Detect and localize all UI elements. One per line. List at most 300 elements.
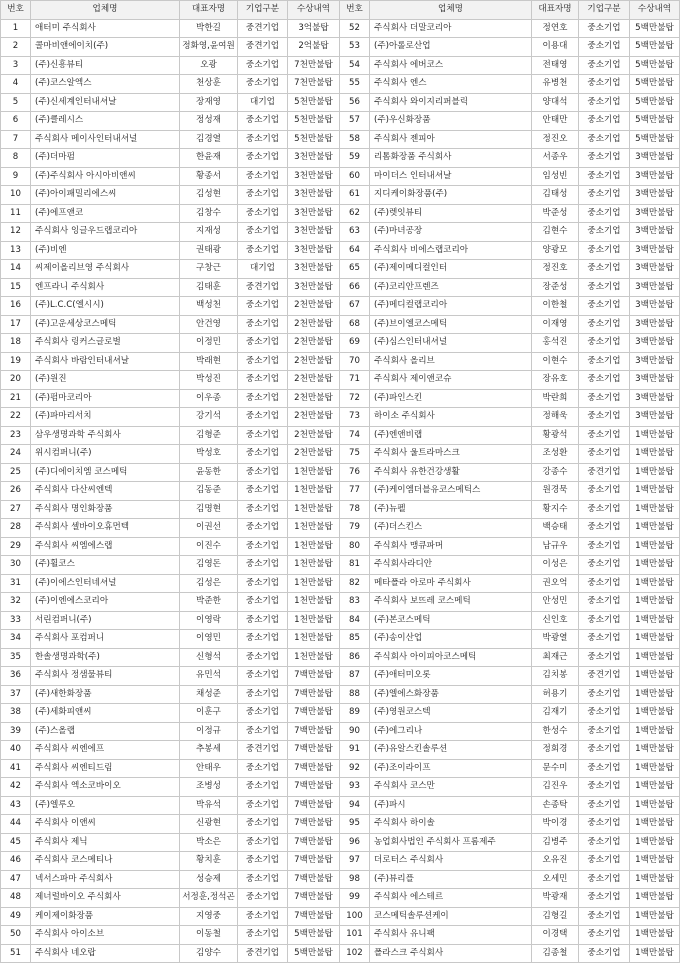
cell-award-2: 1백만불탑 bbox=[630, 685, 680, 704]
cell-number: 12 bbox=[1, 223, 31, 242]
cell-type-2: 중소기업 bbox=[579, 334, 630, 353]
table-row bbox=[1, 537, 680, 556]
cell-number: 45 bbox=[1, 833, 31, 852]
cell-number-2: 102 bbox=[340, 944, 370, 963]
cell-ceo: 백성천 bbox=[180, 297, 238, 316]
cell-ceo-2: 이성은 bbox=[532, 556, 579, 575]
cell-number-2: 57 bbox=[340, 112, 370, 131]
cell-company: (주)디에이치엠 코스메틱 bbox=[31, 463, 180, 482]
cell-type: 중소기업 bbox=[238, 112, 288, 131]
cell-type: 중소기업 bbox=[238, 75, 288, 94]
cell-number-2: 89 bbox=[340, 704, 370, 723]
cell-award: 7백만불탑 bbox=[288, 722, 340, 741]
cell-ceo-2: 이용대 bbox=[532, 38, 579, 57]
cell-type: 중견기업 bbox=[238, 38, 288, 57]
cell-ceo: 신형석 bbox=[180, 648, 238, 667]
cell-type-2: 중소기업 bbox=[579, 389, 630, 408]
cell-company-2: 주식회사 더말코리아 bbox=[370, 19, 532, 38]
cell-type: 중소기업 bbox=[238, 297, 288, 316]
cell-number-2: 77 bbox=[340, 482, 370, 501]
cell-type: 중소기업 bbox=[238, 389, 288, 408]
cell-ceo-2: 정회경 bbox=[532, 741, 579, 760]
cell-award-2: 1백만불탑 bbox=[630, 741, 680, 760]
cell-award-2: 1백만불탑 bbox=[630, 482, 680, 501]
header-row bbox=[1, 1, 680, 20]
cell-ceo: 조병성 bbox=[180, 778, 238, 797]
table-row bbox=[1, 556, 680, 575]
cell-type-2: 중소기업 bbox=[579, 352, 630, 371]
cell-ceo: 박소은 bbox=[180, 833, 238, 852]
cell-company: (주)이에스인터네셔널 bbox=[31, 574, 180, 593]
cell-company: (주)신흥뷰티 bbox=[31, 56, 180, 75]
cell-ceo-2: 김진우 bbox=[532, 778, 579, 797]
cell-award: 3천만불탑 bbox=[288, 149, 340, 168]
cell-ceo: 이정민 bbox=[180, 334, 238, 353]
cell-award-2: 1백만불탑 bbox=[630, 519, 680, 538]
cell-ceo: 구창근 bbox=[180, 260, 238, 279]
cell-award-2: 5백만불탑 bbox=[630, 130, 680, 149]
cell-ceo: 김성현 bbox=[180, 186, 238, 205]
cell-award-2: 5백만불탑 bbox=[630, 112, 680, 131]
cell-number: 24 bbox=[1, 445, 31, 464]
cell-ceo: 권태광 bbox=[180, 241, 238, 260]
cell-award: 2천만불탑 bbox=[288, 445, 340, 464]
cell-award-2: 1백만불탑 bbox=[630, 815, 680, 834]
table-row bbox=[1, 704, 680, 723]
cell-company: (주)코스알엑스 bbox=[31, 75, 180, 94]
cell-company: 씨제이올리브영 주식회사 bbox=[31, 260, 180, 279]
cell-number: 49 bbox=[1, 907, 31, 926]
cell-number-2: 95 bbox=[340, 815, 370, 834]
table-row bbox=[1, 482, 680, 501]
cell-company-2: 메타폴라 아로마 주식회사 bbox=[370, 574, 532, 593]
cell-number: 38 bbox=[1, 704, 31, 723]
cell-number-2: 94 bbox=[340, 796, 370, 815]
cell-company: 콜마비앤에이치(주) bbox=[31, 38, 180, 57]
cell-company: 위시컴퍼니(주) bbox=[31, 445, 180, 464]
cell-ceo: 안건영 bbox=[180, 315, 238, 334]
cell-award: 5천만불탑 bbox=[288, 112, 340, 131]
cell-number-2: 58 bbox=[340, 130, 370, 149]
table-row bbox=[1, 611, 680, 630]
cell-award-2: 3백만불탑 bbox=[630, 352, 680, 371]
header-ceo: 대표자명 bbox=[180, 1, 238, 20]
cell-award: 5백만불탑 bbox=[288, 944, 340, 963]
cell-ceo: 이동철 bbox=[180, 926, 238, 945]
cell-type: 중소기업 bbox=[238, 241, 288, 260]
cell-award: 5백만불탑 bbox=[288, 926, 340, 945]
cell-type: 중소기업 bbox=[238, 130, 288, 149]
cell-award: 7백만불탑 bbox=[288, 704, 340, 723]
cell-number: 27 bbox=[1, 500, 31, 519]
cell-number: 39 bbox=[1, 722, 31, 741]
table-row bbox=[1, 19, 680, 38]
cell-number-2: 64 bbox=[340, 241, 370, 260]
cell-type-2: 중소기업 bbox=[579, 926, 630, 945]
table-row bbox=[1, 630, 680, 649]
table-row bbox=[1, 204, 680, 223]
cell-award: 7백만불탑 bbox=[288, 833, 340, 852]
cell-number: 23 bbox=[1, 426, 31, 445]
cell-number: 21 bbox=[1, 389, 31, 408]
cell-award: 7천만불탑 bbox=[288, 56, 340, 75]
cell-number-2: 80 bbox=[340, 537, 370, 556]
cell-type-2: 중소기업 bbox=[579, 722, 630, 741]
cell-number: 41 bbox=[1, 759, 31, 778]
cell-ceo: 박준한 bbox=[180, 593, 238, 612]
cell-number-2: 70 bbox=[340, 352, 370, 371]
cell-company-2: (주)케이엠더블유코스메틱스 bbox=[370, 482, 532, 501]
cell-award: 2천만불탑 bbox=[288, 408, 340, 427]
cell-type: 중소기업 bbox=[238, 500, 288, 519]
cell-ceo: 김성은 bbox=[180, 574, 238, 593]
cell-award-2: 3백만불탑 bbox=[630, 223, 680, 242]
cell-ceo-2: 이한철 bbox=[532, 297, 579, 316]
cell-company-2: 주식회사 보뜨레 코스메틱 bbox=[370, 593, 532, 612]
cell-company-2: (주)제이메디컬인터 bbox=[370, 260, 532, 279]
cell-number-2: 81 bbox=[340, 556, 370, 575]
cell-ceo: 윤동한 bbox=[180, 463, 238, 482]
cell-award-2: 3백만불탑 bbox=[630, 241, 680, 260]
cell-ceo: 정화영,윤여원 bbox=[180, 38, 238, 57]
cell-ceo: 지재성 bbox=[180, 223, 238, 242]
cell-type: 중소기업 bbox=[238, 186, 288, 205]
cell-award-2: 1백만불탑 bbox=[630, 426, 680, 445]
cell-ceo: 장재영 bbox=[180, 93, 238, 112]
cell-type-2: 중소기업 bbox=[579, 741, 630, 760]
table-row bbox=[1, 667, 680, 686]
cell-award-2: 5백만불탑 bbox=[630, 19, 680, 38]
header-number-2: 번호 bbox=[340, 1, 370, 20]
cell-company-2: (주)송이산업 bbox=[370, 630, 532, 649]
cell-number-2: 75 bbox=[340, 445, 370, 464]
cell-type: 중소기업 bbox=[238, 56, 288, 75]
cell-number-2: 74 bbox=[340, 426, 370, 445]
cell-award: 2천만불탑 bbox=[288, 315, 340, 334]
cell-award-2: 1백만불탑 bbox=[630, 944, 680, 963]
cell-company-2: (주)파인스킨 bbox=[370, 389, 532, 408]
cell-type: 중소기업 bbox=[238, 630, 288, 649]
cell-company: (주)이엔에스코리아 bbox=[31, 593, 180, 612]
cell-ceo-2: 장준성 bbox=[532, 278, 579, 297]
cell-ceo-2: 김태성 bbox=[532, 186, 579, 205]
cell-number-2: 96 bbox=[340, 833, 370, 852]
cell-company-2: 주식회사 와이지리퍼블릭 bbox=[370, 93, 532, 112]
table-row bbox=[1, 371, 680, 390]
cell-ceo-2: 이경택 bbox=[532, 926, 579, 945]
cell-type-2: 중소기업 bbox=[579, 241, 630, 260]
cell-number-2: 85 bbox=[340, 630, 370, 649]
cell-award-2: 3백만불탑 bbox=[630, 260, 680, 279]
cell-number: 36 bbox=[1, 667, 31, 686]
cell-type-2: 중소기업 bbox=[579, 149, 630, 168]
cell-ceo: 김형준 bbox=[180, 426, 238, 445]
cell-number: 20 bbox=[1, 371, 31, 390]
cell-type-2: 중소기업 bbox=[579, 537, 630, 556]
cell-type-2: 중소기업 bbox=[579, 870, 630, 889]
cell-number: 25 bbox=[1, 463, 31, 482]
cell-award-2: 1백만불탑 bbox=[630, 907, 680, 926]
cell-company-2: 폴라스크 주식회사 bbox=[370, 944, 532, 963]
cell-number: 8 bbox=[1, 149, 31, 168]
cell-award: 7백만불탑 bbox=[288, 870, 340, 889]
cell-number: 15 bbox=[1, 278, 31, 297]
cell-company-2: (주)아롤로산업 bbox=[370, 38, 532, 57]
cell-number: 3 bbox=[1, 56, 31, 75]
table-row bbox=[1, 778, 680, 797]
cell-company-2: (주)본코스메틱 bbox=[370, 611, 532, 630]
cell-award: 1천만불탑 bbox=[288, 648, 340, 667]
cell-award: 3천만불탑 bbox=[288, 223, 340, 242]
cell-company: 주식회사 잉글우드랩코리아 bbox=[31, 223, 180, 242]
cell-type-2: 중소기업 bbox=[579, 833, 630, 852]
cell-award: 1천만불탑 bbox=[288, 463, 340, 482]
cell-award-2: 5백만불탑 bbox=[630, 38, 680, 57]
cell-number-2: 97 bbox=[340, 852, 370, 871]
table-row bbox=[1, 815, 680, 834]
cell-number: 5 bbox=[1, 93, 31, 112]
table-row bbox=[1, 500, 680, 519]
cell-type-2: 중소기업 bbox=[579, 944, 630, 963]
cell-company-2: 주식회사 젠피아 bbox=[370, 130, 532, 149]
cell-award-2: 1백만불탑 bbox=[630, 630, 680, 649]
cell-type-2: 중소기업 bbox=[579, 38, 630, 57]
table-row bbox=[1, 260, 680, 279]
cell-award: 3천만불탑 bbox=[288, 241, 340, 260]
cell-company-2: 하이소 주식회사 bbox=[370, 408, 532, 427]
cell-number: 42 bbox=[1, 778, 31, 797]
cell-number: 1 bbox=[1, 19, 31, 38]
cell-number: 35 bbox=[1, 648, 31, 667]
cell-award-2: 1백만불탑 bbox=[630, 593, 680, 612]
cell-award-2: 3백만불탑 bbox=[630, 334, 680, 353]
cell-type-2: 중소기업 bbox=[579, 371, 630, 390]
cell-type-2: 중소기업 bbox=[579, 93, 630, 112]
table-row bbox=[1, 722, 680, 741]
cell-company-2: 더로터스 주식회사 bbox=[370, 852, 532, 871]
table-row bbox=[1, 38, 680, 57]
cell-type-2: 중소기업 bbox=[579, 889, 630, 908]
cell-type-2: 중소기업 bbox=[579, 482, 630, 501]
cell-type-2: 중소기업 bbox=[579, 519, 630, 538]
cell-award: 1천만불탑 bbox=[288, 500, 340, 519]
cell-company: 주식회사 이앤씨 bbox=[31, 815, 180, 834]
cell-type-2: 중소기업 bbox=[579, 315, 630, 334]
cell-type-2: 중소기업 bbox=[579, 186, 630, 205]
cell-ceo-2: 김재기 bbox=[532, 704, 579, 723]
cell-type: 중소기업 bbox=[238, 537, 288, 556]
cell-number-2: 76 bbox=[340, 463, 370, 482]
cell-type-2: 중소기업 bbox=[579, 778, 630, 797]
cell-type: 중소기업 bbox=[238, 778, 288, 797]
cell-award: 1천만불탑 bbox=[288, 556, 340, 575]
cell-number: 6 bbox=[1, 112, 31, 131]
cell-company-2: (주)엘에스화장품 bbox=[370, 685, 532, 704]
cell-number: 7 bbox=[1, 130, 31, 149]
cell-type: 중소기업 bbox=[238, 815, 288, 834]
cell-award: 7백만불탑 bbox=[288, 667, 340, 686]
cell-number-2: 67 bbox=[340, 297, 370, 316]
cell-award-2: 5백만불탑 bbox=[630, 93, 680, 112]
cell-award: 5천만불탑 bbox=[288, 130, 340, 149]
cell-award-2: 3백만불탑 bbox=[630, 186, 680, 205]
cell-award-2: 3백만불탑 bbox=[630, 408, 680, 427]
table-row bbox=[1, 334, 680, 353]
cell-ceo-2: 박란희 bbox=[532, 389, 579, 408]
cell-ceo-2: 박광열 bbox=[532, 630, 579, 649]
cell-company-2: 주식회사 엔스 bbox=[370, 75, 532, 94]
cell-company: 주식회사 바람인터내셔날 bbox=[31, 352, 180, 371]
cell-ceo: 추봉세 bbox=[180, 741, 238, 760]
cell-type-2: 중소기업 bbox=[579, 593, 630, 612]
cell-award: 3천만불탑 bbox=[288, 186, 340, 205]
cell-ceo-2: 양광모 bbox=[532, 241, 579, 260]
cell-ceo-2: 박이경 bbox=[532, 815, 579, 834]
cell-company: 주식회사 코스메티나 bbox=[31, 852, 180, 871]
cell-ceo-2: 김종철 bbox=[532, 944, 579, 963]
table-row bbox=[1, 574, 680, 593]
table-row bbox=[1, 56, 680, 75]
cell-ceo-2: 정해욱 bbox=[532, 408, 579, 427]
cell-number: 51 bbox=[1, 944, 31, 963]
cell-company: 주식회사 엑소코바이오 bbox=[31, 778, 180, 797]
cell-award: 2천만불탑 bbox=[288, 371, 340, 390]
cell-number: 28 bbox=[1, 519, 31, 538]
cell-type-2: 중소기업 bbox=[579, 167, 630, 186]
cell-ceo-2: 장유호 bbox=[532, 371, 579, 390]
cell-number-2: 100 bbox=[340, 907, 370, 926]
cell-award: 7백만불탑 bbox=[288, 741, 340, 760]
cell-award: 3천만불탑 bbox=[288, 260, 340, 279]
cell-ceo: 이영민 bbox=[180, 630, 238, 649]
cell-number: 32 bbox=[1, 593, 31, 612]
table-row bbox=[1, 463, 680, 482]
table-row bbox=[1, 759, 680, 778]
cell-ceo-2: 양대석 bbox=[532, 93, 579, 112]
cell-type-2: 중소기업 bbox=[579, 204, 630, 223]
cell-company: 주식회사 씨엔티드림 bbox=[31, 759, 180, 778]
cell-ceo: 박성호 bbox=[180, 445, 238, 464]
cell-type: 중소기업 bbox=[238, 482, 288, 501]
cell-award-2: 1백만불탑 bbox=[630, 852, 680, 871]
cell-type-2: 중소기업 bbox=[579, 907, 630, 926]
cell-company: (주)고운세상코스메틱 bbox=[31, 315, 180, 334]
cell-ceo-2: 정진호 bbox=[532, 260, 579, 279]
cell-award-2: 1백만불탑 bbox=[630, 556, 680, 575]
cell-award: 2천만불탑 bbox=[288, 334, 340, 353]
cell-company: 주식회사 명인화장품 bbox=[31, 500, 180, 519]
cell-ceo-2: 전태영 bbox=[532, 56, 579, 75]
table-row bbox=[1, 944, 680, 963]
cell-ceo: 박래현 bbox=[180, 352, 238, 371]
table-row bbox=[1, 445, 680, 464]
cell-number-2: 73 bbox=[340, 408, 370, 427]
cell-type-2: 중소기업 bbox=[579, 796, 630, 815]
cell-company-2: (주)뷰리플 bbox=[370, 870, 532, 889]
cell-type-2: 중소기업 bbox=[579, 815, 630, 834]
cell-ceo-2: 남규우 bbox=[532, 537, 579, 556]
cell-type: 중소기업 bbox=[238, 463, 288, 482]
cell-ceo: 정성재 bbox=[180, 112, 238, 131]
cell-company-2: (주)조이라이프 bbox=[370, 759, 532, 778]
cell-type-2: 중소기업 bbox=[579, 112, 630, 131]
cell-number-2: 84 bbox=[340, 611, 370, 630]
cell-award-2: 3백만불탑 bbox=[630, 371, 680, 390]
cell-ceo-2: 오유진 bbox=[532, 852, 579, 871]
cell-type: 중소기업 bbox=[238, 722, 288, 741]
table-row bbox=[1, 75, 680, 94]
cell-company: 주식회사 포컴퍼니 bbox=[31, 630, 180, 649]
table-row bbox=[1, 870, 680, 889]
cell-number-2: 83 bbox=[340, 593, 370, 612]
cell-award-2: 1백만불탑 bbox=[630, 796, 680, 815]
cell-award: 2천만불탑 bbox=[288, 352, 340, 371]
cell-award: 1천만불탑 bbox=[288, 630, 340, 649]
cell-award: 1천만불탑 bbox=[288, 482, 340, 501]
cell-company: (주)클레시스 bbox=[31, 112, 180, 131]
cell-type-2: 중소기업 bbox=[579, 704, 630, 723]
cell-award: 5천만불탑 bbox=[288, 93, 340, 112]
cell-company-2: 마이더스 인터내셔날 bbox=[370, 167, 532, 186]
cell-type: 중소기업 bbox=[238, 334, 288, 353]
cell-company: 넥서스파마 주식회사 bbox=[31, 870, 180, 889]
cell-number: 44 bbox=[1, 815, 31, 834]
cell-ceo: 김창수 bbox=[180, 204, 238, 223]
cell-award: 7백만불탑 bbox=[288, 907, 340, 926]
cell-company-2: 주식회사 맹큐파머 bbox=[370, 537, 532, 556]
cell-ceo-2: 박준성 bbox=[532, 204, 579, 223]
cell-number-2: 71 bbox=[340, 371, 370, 390]
cell-company-2: 리톰화장품 주식회사 bbox=[370, 149, 532, 168]
cell-award-2: 5백만불탑 bbox=[630, 75, 680, 94]
cell-company-2: (주)애터미오롯 bbox=[370, 667, 532, 686]
header-number: 번호 bbox=[1, 1, 31, 20]
table-row bbox=[1, 297, 680, 316]
cell-company-2: (주)코리안프렌즈 bbox=[370, 278, 532, 297]
table-row bbox=[1, 352, 680, 371]
table-row bbox=[1, 833, 680, 852]
cell-number: 31 bbox=[1, 574, 31, 593]
cell-company-2: 주식회사 에스테르 bbox=[370, 889, 532, 908]
cell-number-2: 62 bbox=[340, 204, 370, 223]
cell-company-2: (주)더스킨스 bbox=[370, 519, 532, 538]
header-ceo-2: 대표자명 bbox=[532, 1, 579, 20]
cell-type: 중소기업 bbox=[238, 371, 288, 390]
cell-company-2: 주식회사 울트라마스크 bbox=[370, 445, 532, 464]
cell-ceo-2: 임성빈 bbox=[532, 167, 579, 186]
cell-type-2: 중소기업 bbox=[579, 19, 630, 38]
cell-award-2: 1백만불탑 bbox=[630, 704, 680, 723]
cell-number-2: 88 bbox=[340, 685, 370, 704]
cell-number-2: 53 bbox=[340, 38, 370, 57]
cell-number-2: 93 bbox=[340, 778, 370, 797]
cell-number: 50 bbox=[1, 926, 31, 945]
cell-award-2: 1백만불탑 bbox=[630, 611, 680, 630]
cell-type: 중소기업 bbox=[238, 149, 288, 168]
cell-number-2: 86 bbox=[340, 648, 370, 667]
cell-ceo: 이권선 bbox=[180, 519, 238, 538]
cell-ceo: 박성진 bbox=[180, 371, 238, 390]
cell-ceo: 이영락 bbox=[180, 611, 238, 630]
cell-ceo-2: 서종우 bbox=[532, 149, 579, 168]
cell-award: 7백만불탑 bbox=[288, 796, 340, 815]
cell-company: 주식회사 메이사인터내셔널 bbox=[31, 130, 180, 149]
cell-number: 34 bbox=[1, 630, 31, 649]
header-company-2: 업체명 bbox=[370, 1, 532, 20]
cell-company-2: (주)영원코스텍 bbox=[370, 704, 532, 723]
cell-type: 중소기업 bbox=[238, 167, 288, 186]
cell-ceo-2: 홍석진 bbox=[532, 334, 579, 353]
